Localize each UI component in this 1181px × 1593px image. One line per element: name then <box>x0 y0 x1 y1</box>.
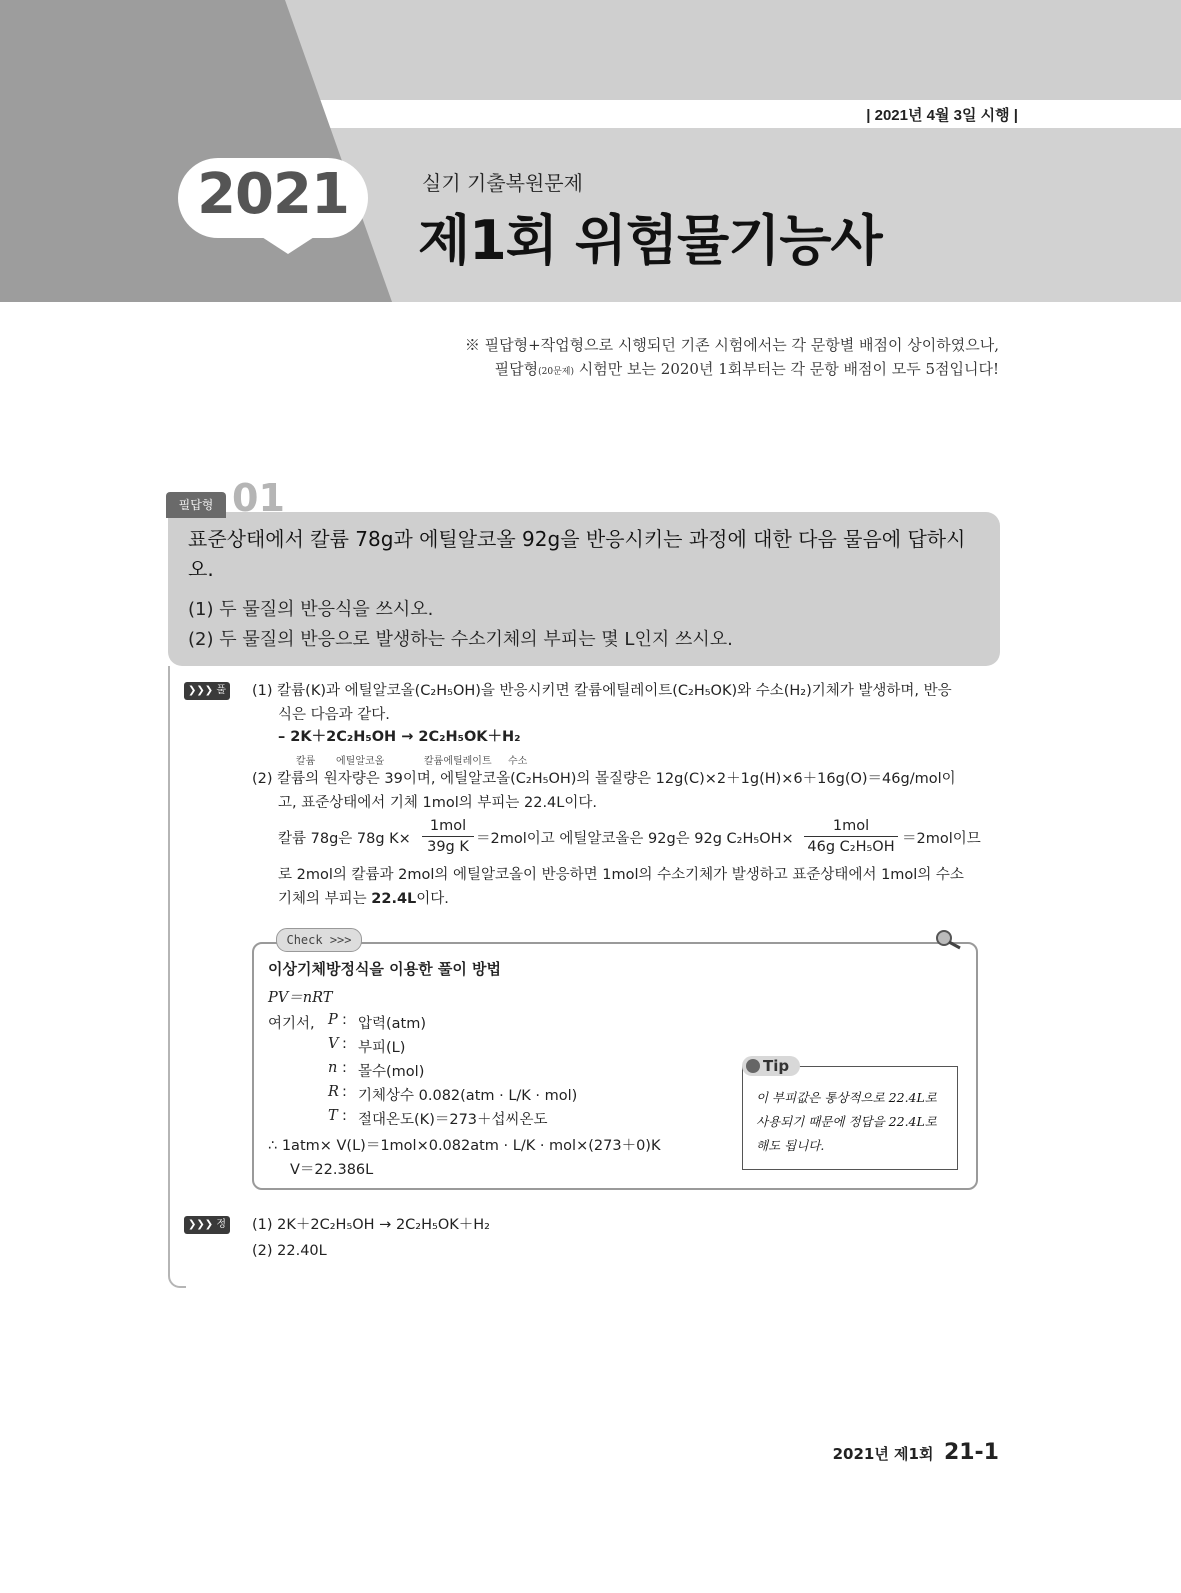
check-calc-1: ∴ 1atm× V(L)＝1mol×0.082atm · L/K · mol×(273＋0)K <box>268 1138 661 1154</box>
notice-line-2-small: (20문제) <box>538 367 575 377</box>
magnifier-icon <box>934 928 964 950</box>
calc-part-c: ＝2mol이므 <box>902 831 981 847</box>
answer-1: (1) 2K＋2C₂H₅OH → 2C₂H₅OK＋H₂ <box>252 1217 490 1233</box>
eq-label-ethanol: 에틸알코올 <box>336 756 385 767</box>
solution-line-6-c: 이다. <box>416 891 449 907</box>
question-number: 01 <box>232 476 285 520</box>
var-colon-5: : <box>342 1108 347 1124</box>
question-side-line <box>168 666 186 1288</box>
question-sub-2: (2) 두 물질의 반응으로 발생하는 수소기체의 부피는 몇 L인지 쓰시오. <box>188 629 733 650</box>
page-number: 21-1 <box>943 1440 999 1465</box>
exam-date: | 2021년 4월 3일 시행 | <box>866 107 1018 124</box>
notice-line-2-a: 필답형 <box>494 360 539 378</box>
notice-line-1: ※ 필답형+작업형으로 시행되던 기존 시험에서는 각 문항별 배점이 상이하였으나, <box>464 336 999 354</box>
fraction-1 <box>422 818 474 855</box>
lightbulb-icon <box>746 1059 760 1073</box>
calc-part-a: 칼륨 78g은 78g K× <box>278 831 411 847</box>
scoring-notice <box>465 333 999 384</box>
fraction-2 <box>804 818 898 855</box>
footer-text: 2021년 제1회 <box>832 1445 934 1463</box>
year-bubble-tail <box>248 228 328 254</box>
solution-line-2: 식은 다음과 같다. <box>278 707 390 723</box>
var-colon-2: : <box>342 1036 347 1052</box>
var-t-symbol: T <box>328 1108 338 1124</box>
solution-label-text: 풀이 <box>202 685 226 714</box>
year-label: 2021 <box>197 162 349 227</box>
var-v-symbol: V <box>328 1036 339 1052</box>
fraction-2-numerator: 1mol <box>832 818 870 834</box>
answer-label-text: 정답 <box>202 1219 226 1248</box>
notice-line-2 <box>465 357 999 384</box>
eq-label-ethylate: 칼륨에틸레이트 <box>424 756 492 767</box>
eq-label-hydrogen: 수소 <box>508 756 528 767</box>
reaction-equation: – 2K＋2C₂H₅OH → 2C₂H₅OK＋H₂ <box>278 729 521 745</box>
notice-line-2-b: 시험만 보는 2020년 1회부터는 각 문항 배점이 모두 5점입니다! <box>574 360 999 378</box>
solution-label: ❯❯❯ 풀이 <box>184 682 230 700</box>
var-colon-4: : <box>342 1084 347 1100</box>
calc-part-b: ＝2mol이고 에틸알코올은 92g은 92g C₂H₅OH× <box>476 831 794 847</box>
tip-label-text: Tip <box>763 1057 790 1075</box>
var-n-desc: 몰수(mol) <box>358 1064 425 1080</box>
var-r-desc: 기체상수 0.082(atm · L/K · mol) <box>358 1088 578 1104</box>
var-p-desc: 압력(atm) <box>358 1016 427 1032</box>
page-title: 제1회 위험물기능사 <box>418 209 882 272</box>
page-footer <box>833 1440 999 1465</box>
var-v-desc: 부피(L) <box>358 1040 406 1056</box>
answer-2: (2) 22.40L <box>252 1243 327 1259</box>
var-r-symbol: R <box>328 1084 339 1100</box>
solution-line-4: 고, 표준상태에서 기체 1mol의 부피는 22.4L이다. <box>278 795 597 811</box>
fraction-2-denominator: 46g C₂H₅OH <box>807 839 895 855</box>
solution-line-3: (2) 칼륨의 원자량은 39이며, 에틸알코올(C₂H₅OH)의 몰질량은 12g(C)×2＋1g(H)×6＋16g(O)＝46g/mol이 <box>252 771 956 787</box>
solution-line-5: 로 2mol의 칼륨과 2mol의 에틸알코올이 반응하면 1mol의 수소기체가 발생하고 표준상태에서 1mol의 수소 <box>278 867 964 883</box>
var-colon-1: : <box>342 1012 347 1028</box>
solution-answer-volume: 22.4L <box>371 891 417 907</box>
solution-line-6 <box>278 888 449 910</box>
fraction-1-bar <box>422 836 474 837</box>
check-title: 이상기체방정식을 이용한 풀이 방법 <box>268 960 502 978</box>
eq-label-potassium: 칼륨 <box>296 756 316 767</box>
solution-line-1: (1) 칼륨(K)과 에틸알코올(C₂H₅OH)을 반응시키면 칼륨에틸레이트(C₂H₅OK)와 수소(H₂)기체가 발생하며, 반응 <box>252 683 952 699</box>
var-t-desc: 절대온도(K)＝273＋섭씨온도 <box>358 1112 548 1128</box>
fraction-1-numerator: 1mol <box>429 818 467 834</box>
fraction-2-bar <box>804 836 898 837</box>
fraction-1-denominator: 39g K <box>427 839 469 855</box>
answer-label: ❯❯❯ 정답 <box>184 1216 230 1234</box>
page-subtitle: 실기 기출복원문제 <box>422 171 583 195</box>
var-p-symbol: P <box>328 1012 338 1028</box>
check-calc-2: V＝22.386L <box>290 1162 374 1178</box>
tip-label <box>742 1056 800 1076</box>
check-tag: Check >>> <box>276 928 362 952</box>
question-text: 표준상태에서 칼륨 78g과 에틸알코올 92g을 반응시키는 과정에 대한 다음 물음에 답하시오. <box>188 527 966 581</box>
var-n-symbol: n <box>328 1060 338 1076</box>
solution-line-6-a: 기체의 부피는 <box>278 891 372 907</box>
question-type-tag: 필답형 <box>166 492 226 518</box>
tip-text: 이 부피값은 통상적으로 22.4L로 사용되기 때문에 정답을 22.4L로 해도 됩니다. <box>756 1090 937 1153</box>
where-label: 여기서, <box>268 1016 315 1032</box>
question-sub-1: (1) 두 물질의 반응식을 쓰시오. <box>188 599 434 620</box>
ideal-gas-formula: PV＝nRT <box>268 990 333 1006</box>
var-colon-3: : <box>342 1060 347 1076</box>
